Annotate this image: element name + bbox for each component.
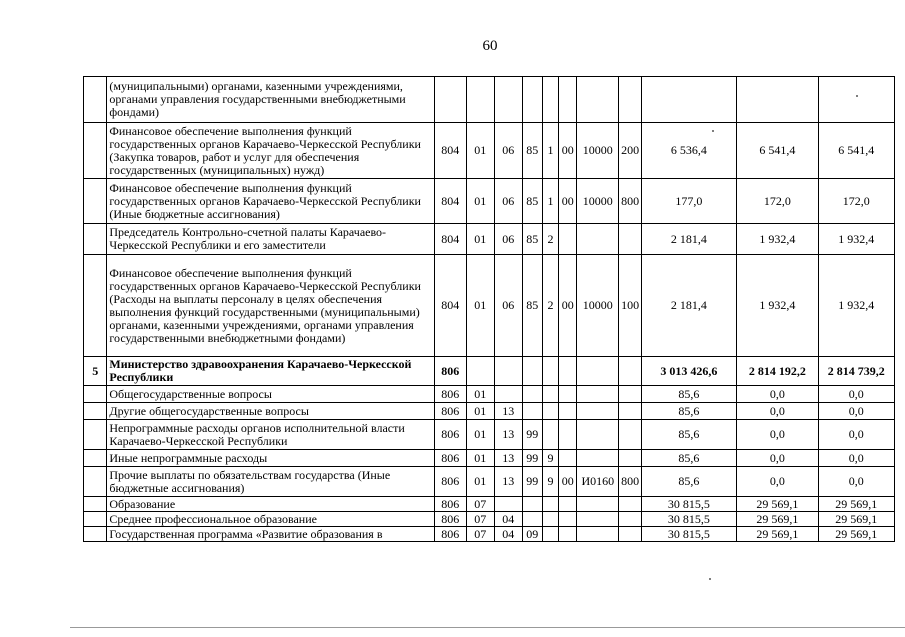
cell-v1: 30 815,5 [641,497,737,512]
table-row [84,403,895,420]
cell-cs3 [559,512,577,527]
cell-cs4 [577,420,619,450]
cell-pr [495,77,522,123]
cell-cs2 [542,386,558,403]
cell-cs2 [542,497,558,512]
cell-ved: 804 [435,224,467,255]
cell-ved: 804 [435,123,467,179]
cell-cs1 [522,77,542,123]
cell-v2: 2 814 192,2 [737,357,818,386]
cell-pr: 06 [495,224,522,255]
cell-cs4 [577,77,619,123]
cell-v2: 0,0 [737,386,818,403]
cell-v3: 6 541,4 [818,123,894,179]
cell-v3: 0,0 [818,403,894,420]
cell-v3: 29 569,1 [818,512,894,527]
table-row [84,255,895,357]
scan-dot [856,95,858,97]
cell-name: Другие общегосударственные вопросы [107,403,435,420]
cell-v2: 0,0 [737,467,818,497]
cell-v3: 172,0 [818,179,894,224]
cell-v1: 85,6 [641,386,737,403]
cell-rz: 07 [466,512,494,527]
cell-pr: 13 [495,467,522,497]
cell-v2: 29 569,1 [737,512,818,527]
cell-num [84,527,107,542]
cell-vr [619,512,641,527]
cell-cs1 [522,512,542,527]
cell-pr: 06 [495,123,522,179]
cell-cs1: 85 [522,123,542,179]
cell-cs1: 85 [522,179,542,224]
cell-vr: 100 [619,255,641,357]
cell-v1: 85,6 [641,420,737,450]
cell-cs3 [559,77,577,123]
cell-v2: 1 932,4 [737,255,818,357]
table-body [84,77,895,542]
cell-v2: 0,0 [737,450,818,467]
cell-cs4 [577,512,619,527]
cell-name: Образование [107,497,435,512]
cell-ved: 804 [435,255,467,357]
cell-cs2 [542,512,558,527]
cell-cs4: 10000 [577,123,619,179]
cell-name: Председатель Контрольно-счетной палаты Карачаево-Черкесской Республики и его заместители [107,224,435,255]
cell-v1: 6 536,4 [641,123,737,179]
cell-rz: 01 [466,224,494,255]
cell-cs2: 1 [542,179,558,224]
cell-cs3: 00 [559,179,577,224]
cell-cs3: 00 [559,467,577,497]
cell-cs3 [559,224,577,255]
cell-cs1 [522,386,542,403]
cell-v2 [737,77,818,123]
cell-num [84,224,107,255]
table-row [84,420,895,450]
cell-cs2: 2 [542,255,558,357]
cell-name: Общегосударственные вопросы [107,386,435,403]
cell-v3: 2 814 739,2 [818,357,894,386]
cell-v1: 85,6 [641,403,737,420]
cell-ved: 806 [435,357,467,386]
cell-cs4: 10000 [577,179,619,224]
cell-cs1: 85 [522,255,542,357]
page-edge-line [70,627,905,628]
cell-v2: 172,0 [737,179,818,224]
cell-rz: 07 [466,527,494,542]
cell-vr [619,403,641,420]
cell-v3: 1 932,4 [818,255,894,357]
cell-v3: 29 569,1 [818,497,894,512]
cell-ved: 806 [435,420,467,450]
cell-cs2: 9 [542,450,558,467]
cell-v1: 85,6 [641,450,737,467]
cell-num: 5 [84,357,107,386]
cell-ved: 806 [435,450,467,467]
cell-num [84,123,107,179]
cell-num [84,255,107,357]
cell-name: Финансовое обеспечение выполнения функций государственных органов Карачаево-Черкесской Республики (Закупка товаров, работ и услуг для обеспечения государственных (муниципальных) нужд) [107,123,435,179]
cell-ved [435,77,467,123]
cell-cs3 [559,420,577,450]
cell-rz: 07 [466,497,494,512]
cell-cs1 [522,497,542,512]
table-row [84,497,895,512]
cell-cs3: 00 [559,123,577,179]
table-row [84,357,895,386]
cell-pr: 06 [495,255,522,357]
cell-rz: 01 [466,179,494,224]
cell-name: Среднее профессиональное образование [107,512,435,527]
cell-rz [466,357,494,386]
cell-cs3 [559,357,577,386]
cell-vr [619,357,641,386]
cell-cs4: И0160 [577,467,619,497]
cell-pr [495,497,522,512]
cell-cs1: 99 [522,420,542,450]
cell-cs3 [559,497,577,512]
cell-ved: 806 [435,527,467,542]
cell-v1 [641,77,737,123]
cell-v2: 6 541,4 [737,123,818,179]
cell-cs3: 00 [559,255,577,357]
cell-cs2 [542,403,558,420]
cell-v2: 29 569,1 [737,497,818,512]
cell-ved: 806 [435,467,467,497]
cell-cs2 [542,420,558,450]
cell-rz: 01 [466,386,494,403]
cell-cs2 [542,77,558,123]
cell-cs3 [559,403,577,420]
cell-cs4 [577,224,619,255]
cell-cs4 [577,403,619,420]
cell-vr [619,386,641,403]
cell-cs4 [577,357,619,386]
table-row [84,77,895,123]
cell-vr [619,497,641,512]
cell-num [84,450,107,467]
cell-pr: 13 [495,403,522,420]
cell-cs4 [577,497,619,512]
cell-v1: 85,6 [641,467,737,497]
table-row [84,527,895,542]
cell-cs2 [542,357,558,386]
cell-cs1 [522,357,542,386]
cell-v2: 29 569,1 [737,527,818,542]
cell-vr: 800 [619,179,641,224]
cell-name: (муниципальными) органами, казенными учреждениями, органами управления государственными внебюджетными фондами) [107,77,435,123]
cell-num [84,77,107,123]
cell-rz: 01 [466,255,494,357]
cell-name: Прочие выплаты по обязательствам государства (Иные бюджетные ассигнования) [107,467,435,497]
cell-name: Министерство здравоохранения Карачаево-Черкесской Республики [107,357,435,386]
cell-cs2: 2 [542,224,558,255]
cell-num [84,512,107,527]
cell-pr: 13 [495,450,522,467]
cell-cs2 [542,527,558,542]
cell-num [84,467,107,497]
cell-ved: 806 [435,512,467,527]
cell-v1: 30 815,5 [641,527,737,542]
cell-v3: 0,0 [818,420,894,450]
cell-v2: 0,0 [737,420,818,450]
cell-cs1: 99 [522,467,542,497]
table-row [84,224,895,255]
cell-num [84,420,107,450]
cell-pr: 04 [495,527,522,542]
cell-name: Государственная программа «Развитие образования в [107,527,435,542]
cell-name: Непрограммные расходы органов исполнительной власти Карачаево-Черкесской Республики [107,420,435,450]
cell-name: Финансовое обеспечение выполнения функций государственных органов Карачаево-Черкесской Республики (Расходы на выплаты персоналу в целях обеспечения выполнения функций государственными (муниципальными) органами, казенными учреждениями, органами управления государственными внебюджетными фондами) [107,255,435,357]
table-row [84,123,895,179]
cell-pr: 04 [495,512,522,527]
scan-dot [709,578,711,580]
cell-v1: 3 013 426,6 [641,357,737,386]
cell-cs1: 09 [522,527,542,542]
cell-pr: 06 [495,179,522,224]
cell-cs1: 99 [522,450,542,467]
cell-num [84,179,107,224]
cell-name: Иные непрограммные расходы [107,450,435,467]
cell-v1: 30 815,5 [641,512,737,527]
scan-dot [712,130,714,132]
cell-num [84,497,107,512]
cell-v3: 1 932,4 [818,224,894,255]
cell-cs2: 1 [542,123,558,179]
cell-name: Финансовое обеспечение выполнения функций государственных органов Карачаево-Черкесской Республики (Иные бюджетные ассигнования) [107,179,435,224]
cell-ved: 806 [435,497,467,512]
table-row [84,450,895,467]
cell-cs4 [577,450,619,467]
cell-pr [495,386,522,403]
cell-v3: 0,0 [818,467,894,497]
cell-cs1: 85 [522,224,542,255]
page-number: 60 [482,38,498,54]
cell-num [84,386,107,403]
cell-v1: 177,0 [641,179,737,224]
budget-table [83,76,895,542]
cell-vr [619,224,641,255]
cell-ved: 804 [435,179,467,224]
cell-vr: 800 [619,467,641,497]
cell-rz: 01 [466,450,494,467]
cell-v2: 0,0 [737,403,818,420]
cell-cs4 [577,527,619,542]
cell-vr [619,450,641,467]
cell-pr [495,357,522,386]
cell-pr: 13 [495,420,522,450]
cell-ved: 806 [435,403,467,420]
cell-cs3 [559,450,577,467]
cell-rz: 01 [466,123,494,179]
cell-ved: 806 [435,386,467,403]
cell-vr: 200 [619,123,641,179]
table-row [84,179,895,224]
cell-cs4 [577,386,619,403]
cell-rz: 01 [466,403,494,420]
cell-v3 [818,77,894,123]
cell-cs4: 10000 [577,255,619,357]
cell-cs3 [559,386,577,403]
cell-vr [619,420,641,450]
cell-cs2: 9 [542,467,558,497]
cell-rz: 01 [466,420,494,450]
cell-rz: 01 [466,467,494,497]
cell-vr [619,77,641,123]
cell-v3: 0,0 [818,386,894,403]
cell-rz [466,77,494,123]
table-row [84,386,895,403]
cell-v1: 2 181,4 [641,224,737,255]
cell-v2: 1 932,4 [737,224,818,255]
table-row [84,512,895,527]
cell-cs1 [522,403,542,420]
cell-cs3 [559,527,577,542]
cell-v3: 29 569,1 [818,527,894,542]
cell-v3: 0,0 [818,450,894,467]
cell-v1: 2 181,4 [641,255,737,357]
table-row [84,467,895,497]
cell-num [84,403,107,420]
cell-vr [619,527,641,542]
